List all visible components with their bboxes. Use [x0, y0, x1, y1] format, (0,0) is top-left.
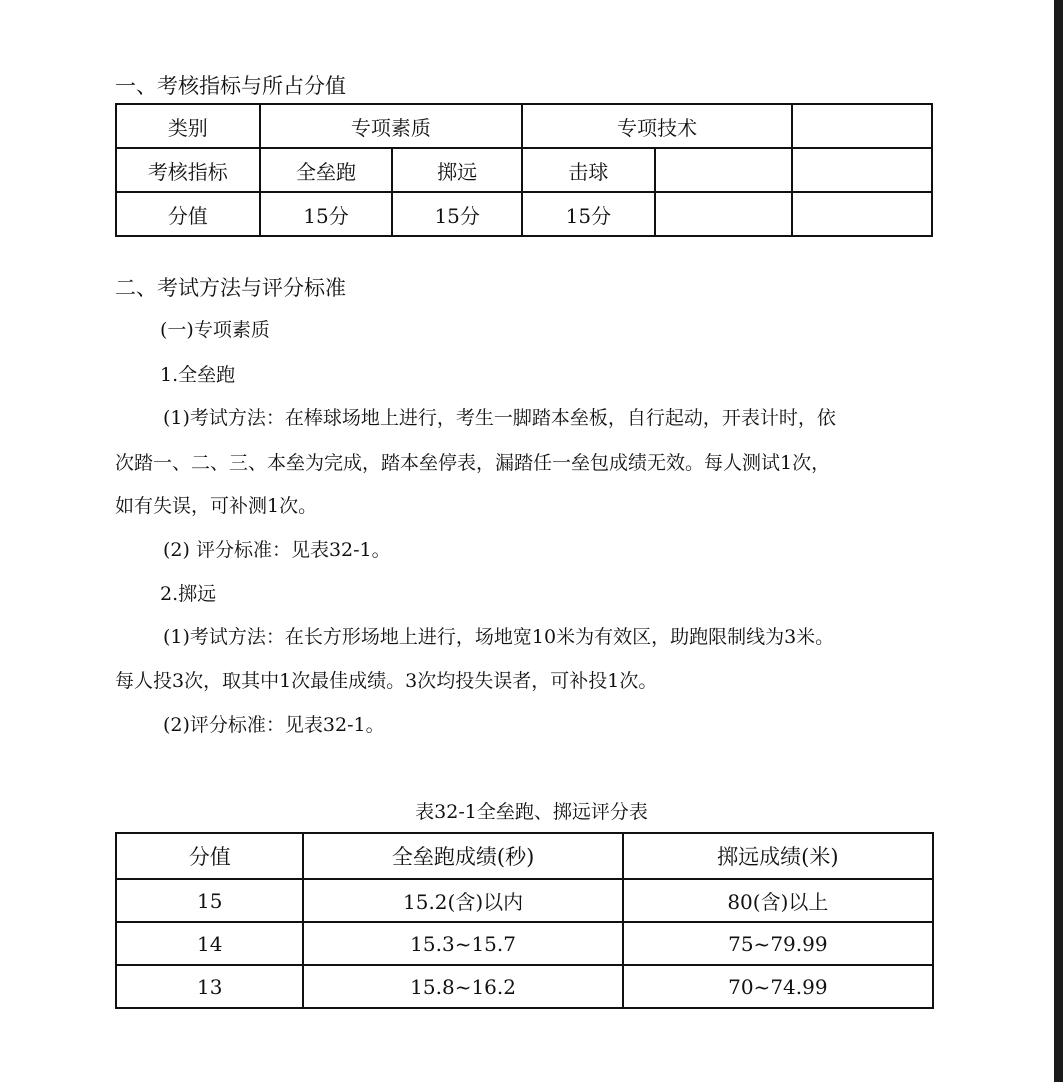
table-cell: 分值 [116, 192, 260, 236]
paragraph-line: (1)考试方法：在棒球场地上进行，考生一脚踏本垒板，自行起动，开表计时，依 [163, 407, 836, 429]
page-edge-bar [1054, 0, 1063, 1082]
table-row [116, 879, 933, 922]
column-header: 掷远成绩(米) [623, 833, 933, 879]
table-row [116, 104, 932, 148]
table-cell: 15分 [392, 192, 522, 236]
paragraph-line: 次踏一、二、三、本垒为完成，踏本垒停表，漏踏任一垒包成绩无效。每人测试1次， [115, 452, 831, 474]
table-cell: 70~74.99 [623, 965, 933, 1008]
table-cell [792, 104, 932, 148]
table-cell [792, 192, 932, 236]
paragraph-line: (2)评分标准：见表32-1。 [163, 714, 385, 736]
paragraph-line: (2) 评分标准：见表32-1。 [163, 539, 391, 561]
table-header-row [116, 833, 933, 879]
table-cell: 考核指标 [116, 148, 260, 192]
table-caption: 表32-1全垒跑、掷远评分表 [415, 801, 648, 823]
paragraph-line: 每人投3次，取其中1次最佳成绩。3次均投失误者，可补投1次。 [115, 670, 658, 692]
table-row [116, 965, 933, 1008]
table-cell: 专项技术 [522, 104, 792, 148]
table-cell: 专项素质 [260, 104, 522, 148]
subsection-title: (一)专项素质 [160, 319, 270, 341]
table-row [116, 192, 932, 236]
table-cell [655, 148, 793, 192]
item-title: 2.掷远 [160, 583, 217, 605]
section2-heading: 二、考试方法与评分标准 [115, 276, 346, 300]
assessment-table [115, 103, 933, 237]
section1-heading: 一、考核指标与所占分值 [115, 74, 346, 98]
table-cell: 类别 [116, 104, 260, 148]
table-cell: 掷远 [392, 148, 522, 192]
table-cell: 13 [116, 965, 303, 1008]
paragraph-line: (1)考试方法：在长方形场地上进行，场地宽10米为有效区，助跑限制线为3米。 [163, 626, 835, 648]
table-cell: 15.2(含)以内 [303, 879, 622, 922]
table-cell: 80(含)以上 [623, 879, 933, 922]
table-cell: 75~79.99 [623, 922, 933, 965]
table-row [116, 148, 932, 192]
table-cell [655, 192, 793, 236]
table-cell: 14 [116, 922, 303, 965]
table-cell: 15.8~16.2 [303, 965, 622, 1008]
table-row [116, 922, 933, 965]
item-title: 1.全垒跑 [160, 364, 236, 386]
column-header: 分值 [116, 833, 303, 879]
table-cell: 15分 [522, 192, 655, 236]
table-cell: 15分 [260, 192, 393, 236]
table-cell: 15 [116, 879, 303, 922]
table-cell: 全垒跑 [260, 148, 393, 192]
table-cell: 15.3~15.7 [303, 922, 622, 965]
scoring-table [115, 832, 934, 1009]
table-cell [792, 148, 932, 192]
column-header: 全垒跑成绩(秒) [303, 833, 622, 879]
table-cell: 击球 [522, 148, 655, 192]
paragraph-line: 如有失误，可补测1次。 [115, 495, 318, 517]
